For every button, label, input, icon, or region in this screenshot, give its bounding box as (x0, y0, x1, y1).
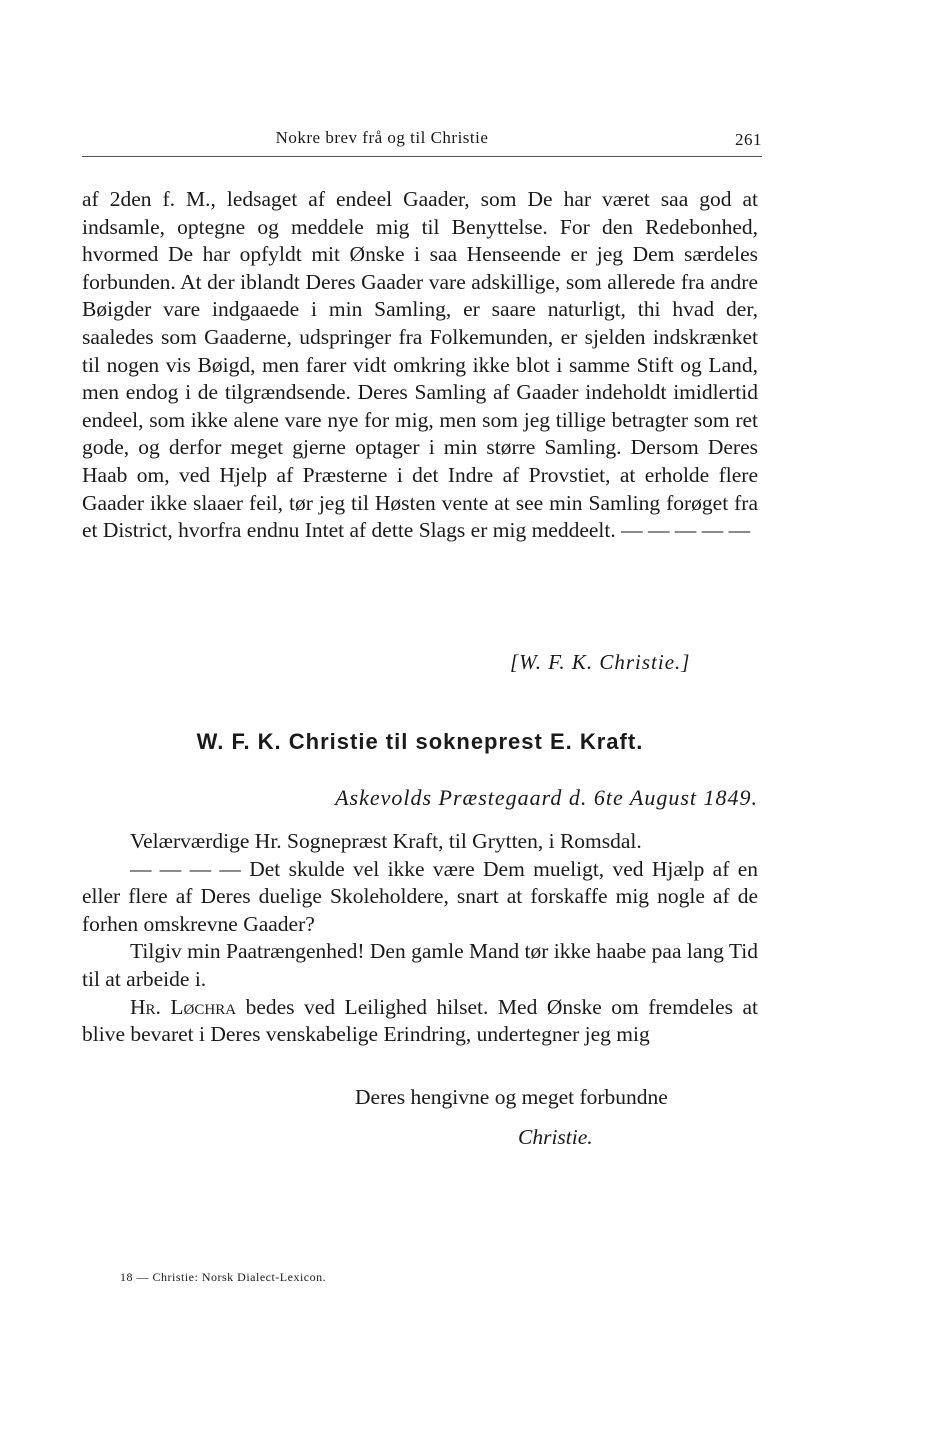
letter2-paragraph3 (82, 994, 758, 1049)
page-number: 261 (735, 130, 762, 149)
letter2-paragraph1: — — — — Det skulde vel ikke være Dem mueligt, ved Hjælp af en eller flere af Deres duelige Skoleholdere, snart at forskaffe mig nogle af de forhen omskrevne Gaader? (82, 856, 758, 936)
letter2-paragraph3-text: bedes ved Leilighed hilset. Med Ønske om fremdeles at blive bevaret i Deres venskabelige Erindring, undertegner jeg mig (82, 994, 759, 1047)
letter2-body (82, 828, 758, 1049)
letter2-paragraph2: Tilgiv min Paatrængenhed! Den gamle Mand tør ikke haabe paa lang Tid til at arbeide i. (82, 939, 758, 991)
letter2-salutation: Velærværdige Hr. Sognepræst Kraft, til Grytten, i Romsdal. (130, 829, 642, 853)
letter1-body (82, 186, 758, 545)
person-name: Hr. Løchra (130, 994, 237, 1019)
letter1-paragraph: af 2den f. M., ledsaget af endeel Gaader, som De har været saa god at indsamle, optegne og meddele mig til Benyttelse. For den Redebonhed, hvormed De har opfyldt mit Ønske i saa Henseende er jeg Dem særdeles forbunden. At der iblandt Deres Gaader vare adskillige, som allerede fra andre Bøigder vare indgaaede i min Samling, er saare naturligt, thi hvad der, saaledes som Gaaderne, udspringer fra Folkemunden, er sjelden indskrænket til nogen vis Bøigd, men farer vidt omkring ikke blot i samme Stift og Land, men endog i de tilgrændsende. Deres Samling af Gaader indeholdt imidlertid endeel, som ikke alene vare nye for mig, men som jeg tillige betragter som ret gode, og derfor meget gjerne optager i min større Samling. Dersom Deres Haab om, ved Hjelp af Præsterne i det Indre af Provstiet, at erholde flere Gaader ikke slaaer feil, tør jeg til Høsten vente at see min Samling forøget fra et District, hvorfra endnu Intet af dette Slags er mig meddeelt. — — — — — (82, 187, 758, 543)
page-footer: 18 — Christie: Norsk Dialect-Lexicon. (120, 1270, 327, 1284)
letter2-signature: Christie. (518, 1125, 593, 1149)
letter2-closing: Deres hengivne og meget forbundne (355, 1085, 668, 1109)
running-head (82, 128, 762, 157)
running-title: Nokre brev frå og til Christie (275, 128, 489, 147)
letter1-signature: [W. F. K. Christie.] (510, 650, 691, 674)
letter2-dateline: Askevolds Præstegaard d. 6te August 1849. (335, 785, 758, 810)
letter2-heading: W. F. K. Christie til sokneprest E. Kraft. (196, 729, 644, 754)
